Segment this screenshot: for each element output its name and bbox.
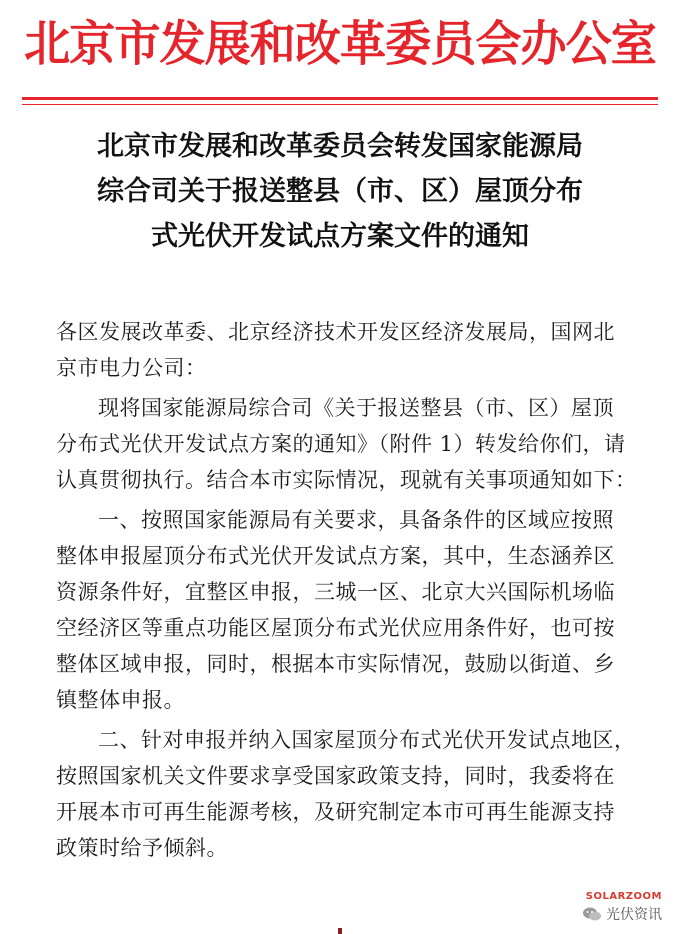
paragraph-line: 镇整体申报。 — [56, 688, 185, 712]
document-title — [40, 124, 640, 259]
paragraph-line: 开展本市可再生能源考核，及研究制定本市可再生能源支持 — [56, 800, 615, 824]
paragraph-line: 政策时给予倾斜。 — [56, 836, 228, 860]
addressee-line: 京市电力公司： — [56, 356, 207, 380]
watermark — [542, 891, 662, 924]
watermark-name: 光伏资讯 — [606, 907, 662, 923]
watermark-brand: SOLARZOOM — [585, 891, 662, 902]
paragraph-line: 一、按照国家能源局有关要求，具备条件的区域应按照 — [98, 508, 614, 532]
document-title-line: 北京市发展和改革委员会转发国家能源局 — [97, 131, 583, 162]
paragraph-line: 资源条件好，宜整区申报，三城一区、北京大兴国际机场临 — [56, 580, 615, 604]
document-body — [56, 314, 637, 866]
letterhead-org-name: 北京市发展和改革委员会办公室 — [24, 16, 656, 72]
paragraph-line: 整体区域申报，同时，根据本市实际情况，鼓励以街道、乡 — [56, 652, 615, 676]
paragraph-line: 空经济区等重点功能区屋顶分布式光伏应用条件好，也可按 — [56, 616, 615, 640]
letterhead — [0, 14, 680, 74]
document-title-line: 综合司关于报送整县（市、区）屋顶分布 — [97, 176, 583, 207]
paragraph-line: 认真贯彻执行。结合本市实际情况，现就有关事项通知如下： — [56, 468, 637, 492]
paragraph-line: 现将国家能源局综合司《关于报送整县（市、区）屋顶 — [98, 396, 614, 420]
wechat-icon — [582, 906, 602, 922]
paragraph-line: 整体申报屋顶分布式光伏开发试点方案，其中，生态涵养区 — [56, 544, 615, 568]
page-edge-mark — [338, 928, 342, 934]
document-title-line: 式光伏开发试点方案文件的通知 — [151, 221, 529, 252]
paragraph-line: 按照国家机关文件要求享受国家政策支持，同时，我委将在 — [56, 764, 615, 788]
letterhead-red-rule-thick — [22, 97, 658, 100]
letterhead-red-rule-thin — [22, 104, 658, 105]
paragraph-line: 分布式光伏开发试点方案的通知》（附件 1）转发给你们，请 — [56, 432, 626, 456]
paragraph-line: 二、针对申报并纳入国家屋顶分布式光伏开发试点地区， — [98, 728, 636, 752]
addressee-line: 各区发展改革委、北京经济技术开发区经济发展局，国网北 — [56, 320, 615, 344]
